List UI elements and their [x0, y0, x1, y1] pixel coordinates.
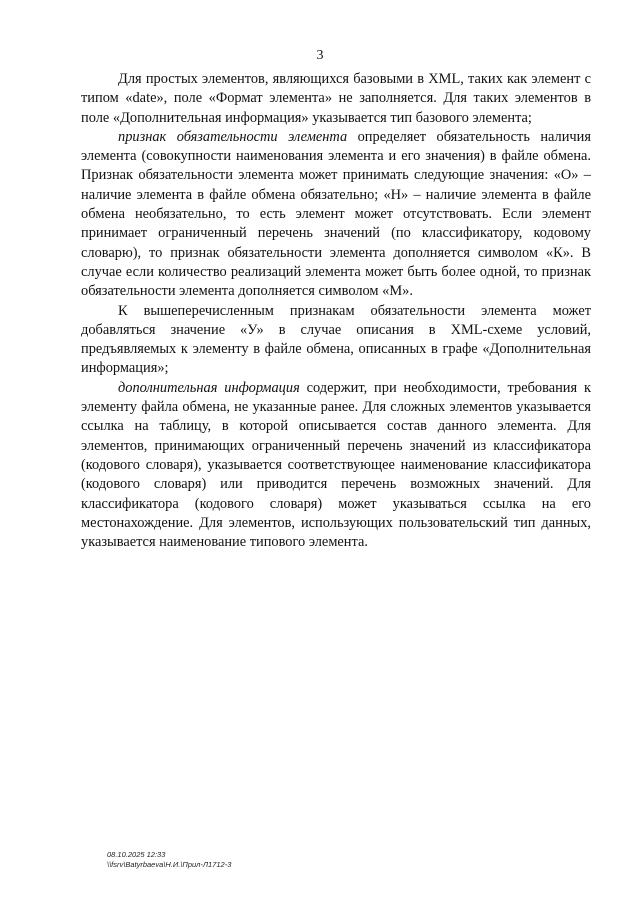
paragraph-text: К вышеперечисленным признакам обязательности элемента может добавляться значение «У» в случае описания в XML-схеме условий, предъявляемых к элементу в файле обмена, описанных в графе «Дополнительная информация»; — [81, 302, 591, 377]
term-italic: дополнительная информация — [118, 379, 300, 396]
paragraph-text: содержит, при необходимости, требования к элементу файла обмена, не указанные ранее. Для сложных элементов указывается ссылка на таблицу, в которой описывается состав данного элемента. Для элементов, принимающих ограниченный перечень значений из классификатора (кодового словаря), указывается соответствующее наименование классификатора (кодового словаря) или приводится перечень возможных значений. Для классификатора (кодового словаря) может указываться ссылка на его местонахождение. Для элементов, использующих пользовательский тип данных, указывается наименование типового элемента. — [81, 379, 591, 551]
paragraph-base-types — [81, 70, 591, 128]
paragraph-text: определяет обязательность наличия элемента (совокупности наименования элемента и его значения) в файле обмена. Признак обязательности элемента может принимать следующие значения: «О» – наличие элемента в файле обмена обязательно; «Н» – наличие элемента в файле обмена необязательно, то есть элемент может отсутствовать. Если элемент принимает ограниченный перечень значений (по классификатору, кодовому словарю), то признак обязательности элемента дополняется символом «К». В случае если количество реализаций элемента может быть более одной, то признак обязательности элемента дополняется символом «М». — [81, 128, 591, 300]
term-italic: признак обязательности элемента — [118, 128, 348, 145]
paragraph-text: Для простых элементов, являющихся базовыми в XML, таких как элемент с типом «date», поле «Формат элемента» не заполняется. Для таких элементов в поле «Дополнительная информация» указывается тип базового элемента; — [81, 71, 591, 126]
document-body — [81, 70, 591, 552]
paragraph-mandatory-attribute — [81, 128, 591, 302]
footer-timestamp: 08.10.2025 12:33 — [107, 850, 166, 859]
page-number: 3 — [316, 48, 324, 63]
paragraph-condition-value — [81, 302, 591, 379]
paragraph-additional-info — [81, 379, 591, 553]
footer-file-reference: \\fsrv\Batyrbaeva\Н.И.\Прил-Л1712-3 — [107, 860, 232, 869]
document-footer — [107, 850, 231, 870]
